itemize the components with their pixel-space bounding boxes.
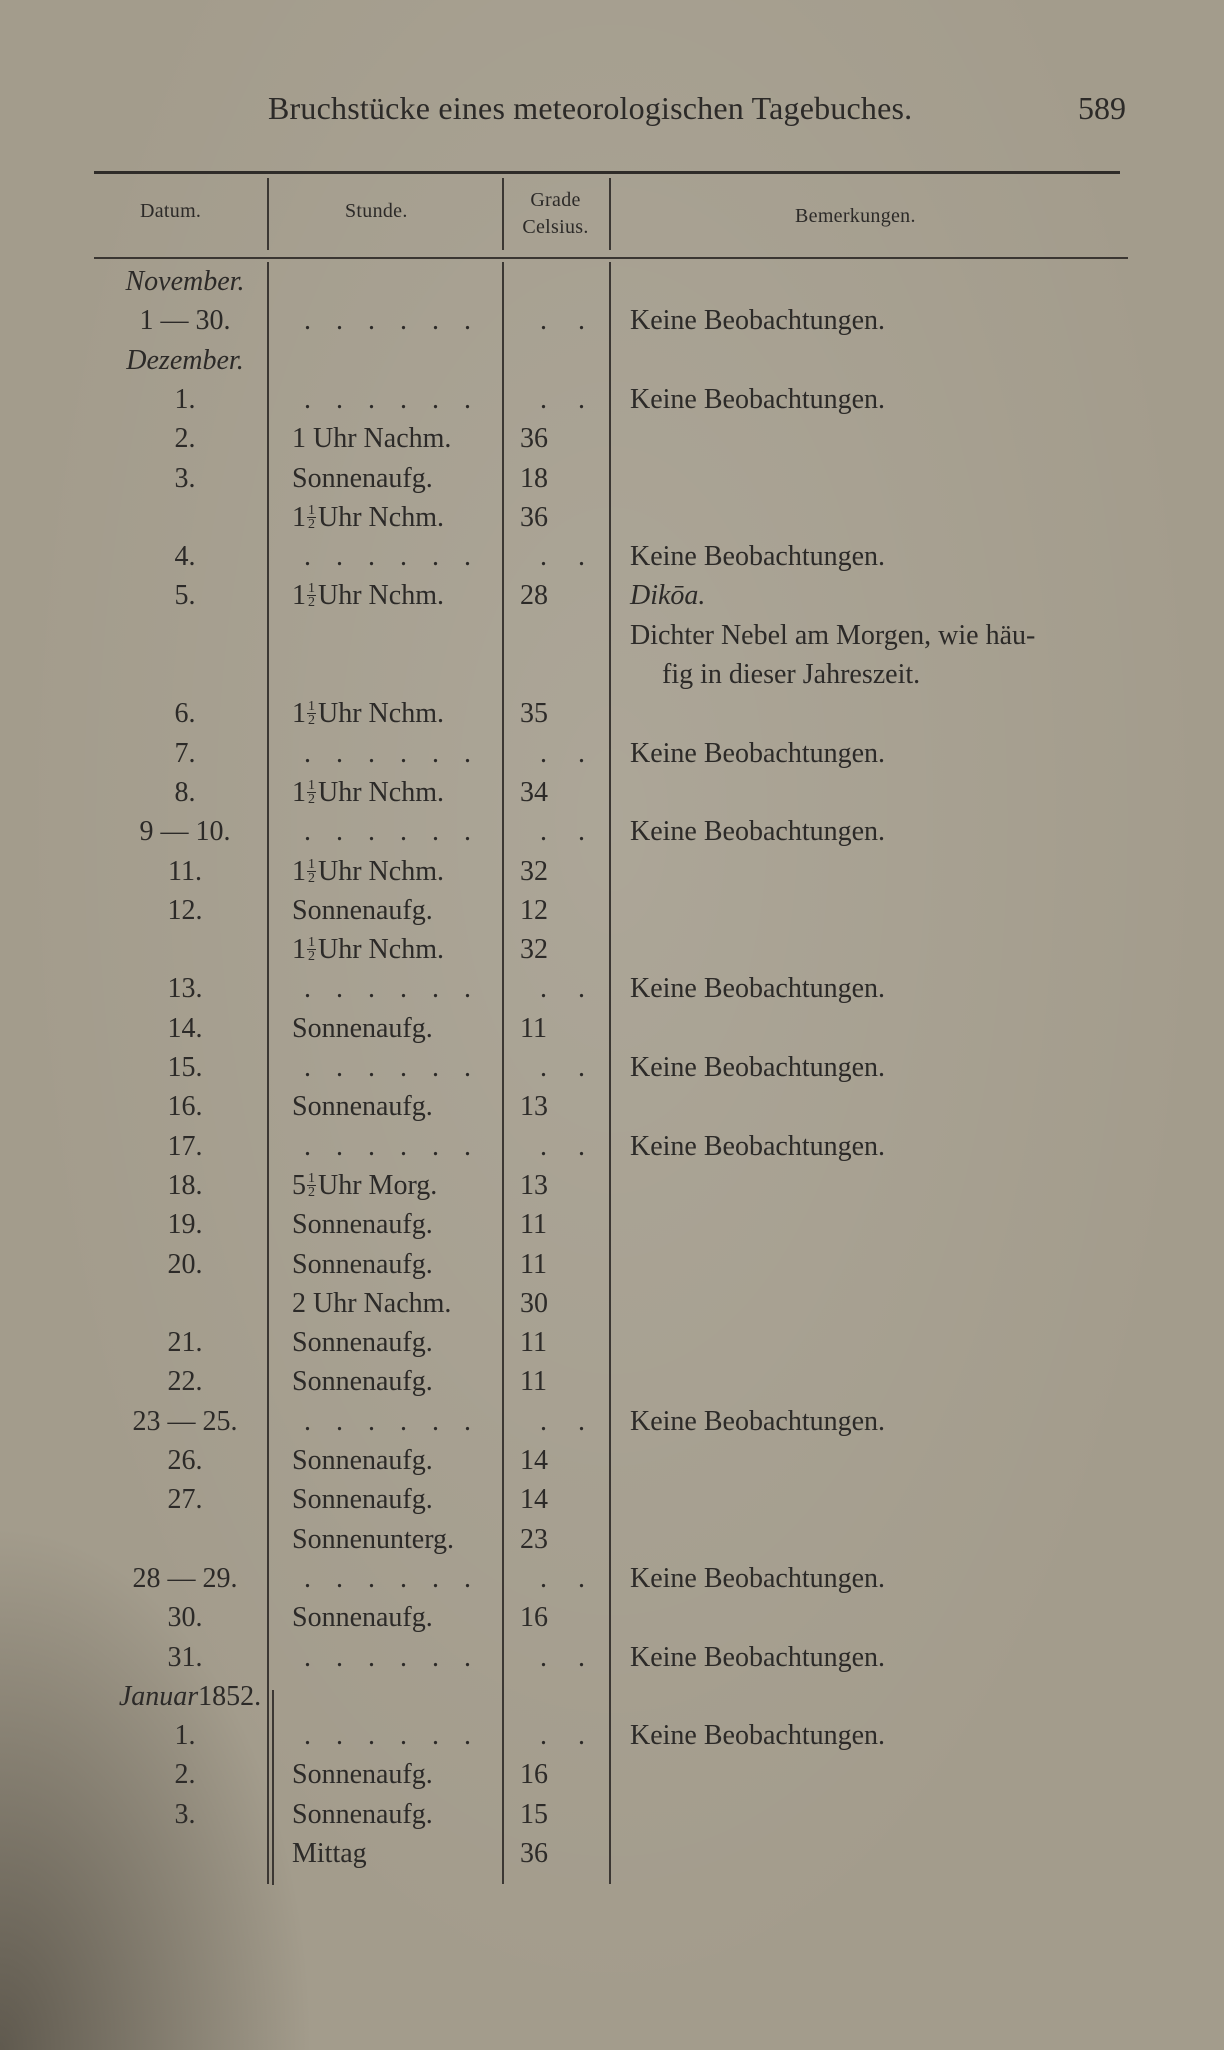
table-row [0, 1052, 1224, 1091]
table-row [0, 1131, 1224, 1170]
hour-fraction [307, 779, 316, 806]
degrees-cell: 34 [520, 776, 548, 808]
table-row [0, 580, 1224, 619]
hour-leader-dots: . . . . . . [304, 973, 480, 1005]
date-cell: 5. [174, 580, 196, 612]
fraction-denominator: 2 [308, 516, 315, 532]
date-cell: 21. [167, 1327, 203, 1359]
table-row [0, 816, 1224, 855]
column-header-grade-line1: Grade [530, 189, 581, 211]
fraction-denominator: 2 [308, 1184, 315, 1200]
table-row [0, 659, 1224, 698]
hour-cell: Sonnenaufg. [292, 1602, 433, 1634]
month-heading-row [0, 266, 1224, 305]
month-heading [95, 345, 275, 377]
fraction-denominator: 2 [308, 595, 315, 611]
table-row [0, 1249, 1224, 1288]
hour-cell [292, 580, 444, 612]
fraction-numerator: 1 [308, 1170, 315, 1186]
date-cell: 11. [168, 855, 202, 887]
table-row [0, 541, 1224, 580]
hour-leader-dots: . . . . . . [304, 1052, 480, 1083]
table-row [0, 856, 1224, 895]
column-header-bemerkungen: Bemerkungen. [795, 205, 916, 227]
hour-whole: 1 [292, 580, 306, 612]
remark-cell: Keine Beobachtungen. [630, 1052, 886, 1083]
table-row [0, 1799, 1224, 1838]
hour-whole: 1 [292, 501, 306, 533]
column-divider [267, 262, 269, 1884]
degrees-cell: 11 [520, 1327, 547, 1359]
column-divider [502, 262, 504, 1884]
hour-whole: 1 [292, 855, 306, 887]
running-head-title: Bruchstücke eines meteorologischen Tagebuches. [268, 90, 913, 126]
table-row [0, 1524, 1224, 1563]
date-cell: 19. [167, 1209, 203, 1241]
remark-cell: Keine Beobachtungen. [630, 1720, 886, 1752]
hour-cell: Sonnenaufg. [292, 1012, 433, 1044]
column-divider [267, 178, 269, 250]
date-cell: 3. [174, 1798, 196, 1830]
hour-text: Uhr Nchm. [318, 501, 444, 533]
remark-cell: Keine Beobachtungen. [630, 541, 886, 573]
degrees-cell: 12 [520, 894, 548, 926]
hour-cell: Sonnenaufg. [292, 1327, 433, 1359]
degrees-leader-dots: . . [540, 1720, 597, 1752]
hour-cell: 1 Uhr Nachm. [292, 423, 452, 455]
hour-leader-dots: . . . . . . [304, 737, 480, 769]
table-row [0, 305, 1224, 344]
table-row [0, 502, 1224, 541]
degrees-cell: 14 [520, 1445, 548, 1476]
column-divider [272, 1690, 274, 1885]
date-cell: 13. [167, 973, 203, 1005]
fraction-numerator: 1 [308, 502, 315, 518]
fraction-numerator: 1 [308, 856, 315, 872]
date-cell: 20. [167, 1248, 203, 1280]
month-heading [95, 1681, 285, 1713]
fraction-denominator: 2 [308, 713, 315, 729]
degrees-cell: 11 [520, 1366, 547, 1398]
degrees-cell: 32 [520, 855, 548, 887]
hour-whole: 1 [292, 934, 306, 966]
date-cell: 1. [174, 1720, 196, 1752]
degrees-cell: 30 [520, 1287, 548, 1319]
fraction-denominator: 2 [308, 870, 315, 886]
degrees-leader-dots: . . [540, 541, 597, 573]
degrees-leader-dots: . . [540, 383, 597, 415]
hour-cell: Sonnenaufg. [292, 462, 433, 494]
date-cell: 16. [167, 1091, 203, 1123]
degrees-cell: 11 [520, 1012, 547, 1044]
hour-text: Uhr Nchm. [318, 698, 444, 730]
date-cell: 15. [167, 1052, 203, 1083]
table-row [0, 620, 1224, 659]
page-number: 589 [1078, 90, 1126, 126]
table-row [0, 1484, 1224, 1523]
table-row [0, 1445, 1224, 1484]
hour-text: Uhr Nchm. [318, 776, 444, 808]
hour-fraction [307, 700, 316, 727]
degrees-cell: 11 [520, 1209, 547, 1241]
hour-cell [292, 777, 444, 809]
hour-whole: 5 [292, 1169, 306, 1201]
table-row [0, 1170, 1224, 1209]
hour-whole: 1 [292, 698, 306, 730]
month-name: Dezember. [126, 344, 244, 376]
hour-cell [292, 698, 444, 730]
table-row [0, 1366, 1224, 1405]
degrees-cell: 36 [520, 501, 548, 533]
hour-cell [292, 856, 444, 888]
table-row [0, 934, 1224, 973]
hour-leader-dots: . . . . . . [304, 1720, 480, 1752]
month-heading-row [0, 1681, 1224, 1720]
degrees-leader-dots: . . [540, 816, 597, 848]
date-cell: 28 — 29. [132, 1562, 238, 1594]
month-name: Januar [118, 1680, 199, 1712]
table-row [0, 384, 1224, 423]
table-row [0, 1013, 1224, 1052]
column-header-stunde: Stunde. [345, 200, 408, 222]
month-year: 1852. [198, 1680, 262, 1712]
degrees-cell: 18 [520, 462, 548, 494]
degrees-leader-dots: . . [540, 1405, 597, 1437]
hour-cell: Sonnenaufg. [292, 1759, 433, 1791]
date-cell: 18. [167, 1169, 203, 1201]
degrees-cell: 13 [520, 1169, 548, 1201]
table-row [0, 1288, 1224, 1327]
table-row [0, 698, 1224, 737]
hour-leader-dots: . . . . . . [304, 1405, 480, 1437]
hour-leader-dots: . . . . . . [304, 1641, 480, 1673]
date-cell: 12. [167, 894, 203, 926]
remark-cell: Keine Beobachtungen. [630, 383, 886, 415]
date-cell: 6. [174, 698, 196, 730]
hour-cell: Mittag [292, 1838, 367, 1869]
table-row [0, 895, 1224, 934]
remark-cell: Keine Beobachtungen. [630, 816, 886, 848]
degrees-leader-dots: . . [540, 1052, 597, 1083]
degrees-leader-dots: . . [540, 305, 597, 337]
table-row [0, 1406, 1224, 1445]
date-cell: 2. [174, 1759, 196, 1791]
table-top-rule [94, 171, 1120, 174]
date-cell: 7. [174, 737, 196, 769]
hour-leader-dots: . . . . . . [304, 383, 480, 415]
date-cell: 8. [174, 776, 196, 808]
date-cell: 1. [174, 383, 196, 415]
hour-whole: 1 [292, 776, 306, 808]
hour-cell: Sonnenaufg. [292, 1248, 433, 1280]
remark-cell: Keine Beobachtungen. [630, 305, 886, 337]
hour-leader-dots: . . . . . . [304, 305, 480, 337]
table-row [0, 777, 1224, 816]
hour-cell [292, 934, 444, 966]
hour-leader-dots: . . . . . . [304, 541, 480, 573]
date-cell: 2. [174, 423, 196, 455]
remark-cell: Keine Beobachtungen. [630, 737, 886, 769]
degrees-leader-dots: . . [540, 1562, 597, 1594]
hour-cell: Sonnenaufg. [292, 1366, 433, 1398]
column-divider [502, 178, 504, 250]
date-cell: 14. [167, 1012, 203, 1044]
degrees-leader-dots: . . [540, 1130, 597, 1162]
table-header-rule [94, 257, 1128, 259]
degrees-leader-dots: . . [540, 737, 597, 769]
column-divider [609, 178, 611, 250]
degrees-cell: 35 [520, 698, 548, 730]
table-row [0, 738, 1224, 777]
degrees-cell: 28 [520, 580, 548, 612]
fraction-numerator: 1 [308, 777, 315, 793]
hour-cell: Sonnenaufg. [292, 1209, 433, 1241]
fraction-denominator: 2 [308, 791, 315, 807]
fraction-numerator: 1 [308, 699, 315, 715]
date-cell: 30. [167, 1602, 203, 1634]
fraction-denominator: 2 [308, 949, 315, 965]
hour-cell: Sonnenaufg. [292, 1091, 433, 1123]
hour-fraction [307, 858, 316, 885]
column-header-datum: Datum. [140, 200, 202, 222]
hour-fraction [307, 504, 316, 531]
date-cell: 23 — 25. [132, 1405, 238, 1437]
date-cell: 4. [174, 541, 196, 573]
hour-cell: Sonnenaufg. [292, 1484, 433, 1516]
remark-cell: fig in dieser Jahreszeit. [662, 659, 921, 690]
remark-cell: Keine Beobachtungen. [630, 973, 886, 1005]
table-row [0, 1563, 1224, 1602]
remark-cell: Keine Beobachtungen. [630, 1130, 886, 1162]
column-divider [609, 262, 611, 1884]
hour-fraction [307, 936, 316, 963]
table-row [0, 973, 1224, 1012]
hour-cell: Sonnenunterg. [292, 1523, 455, 1555]
month-name: November. [125, 266, 245, 297]
table-row [0, 1759, 1224, 1798]
table-row [0, 1091, 1224, 1130]
table-row [0, 1838, 1224, 1877]
degrees-cell: 16 [520, 1602, 548, 1634]
month-heading [95, 266, 275, 298]
column-header-grade-line2: Celsius. [522, 216, 589, 238]
table-row [0, 1642, 1224, 1681]
degrees-cell: 13 [520, 1091, 548, 1123]
hour-cell [292, 1170, 437, 1202]
hour-text: Uhr Nchm. [318, 934, 444, 966]
hour-fraction [307, 1172, 316, 1199]
degrees-cell: 15 [520, 1798, 548, 1830]
hour-cell: Sonnenaufg. [292, 1445, 433, 1476]
hour-cell: 2 Uhr Nachm. [292, 1287, 452, 1319]
date-cell: 1 — 30. [139, 305, 231, 337]
degrees-cell: 23 [520, 1523, 548, 1555]
remark-cell: Keine Beobachtungen. [630, 1405, 886, 1437]
remark-cell: Keine Beobachtungen. [630, 1641, 886, 1673]
date-cell: 9 — 10. [139, 816, 231, 848]
table-row [0, 1209, 1224, 1248]
table-row [0, 463, 1224, 502]
degrees-cell: 36 [520, 1838, 548, 1869]
date-cell: 17. [167, 1130, 203, 1162]
degrees-cell: 36 [520, 423, 548, 455]
remark-cell: Dichter Nebel am Morgen, wie häu- [630, 619, 1036, 651]
hour-cell [292, 502, 444, 534]
hour-fraction [307, 582, 316, 609]
degrees-leader-dots: . . [540, 1641, 597, 1673]
hour-leader-dots: . . . . . . [304, 816, 480, 848]
date-cell: 31. [167, 1641, 203, 1673]
table-row [0, 1602, 1224, 1641]
degrees-cell: 32 [520, 934, 548, 966]
date-cell: 26. [167, 1445, 203, 1476]
table-row [0, 423, 1224, 462]
fraction-numerator: 1 [308, 935, 315, 951]
month-heading-row [0, 345, 1224, 384]
hour-text: Uhr Morg. [318, 1169, 438, 1201]
table-row [0, 1327, 1224, 1366]
hour-leader-dots: . . . . . . [304, 1130, 480, 1162]
hour-text: Uhr Nchm. [318, 855, 444, 887]
remark-cell: Keine Beobachtungen. [630, 1562, 886, 1594]
hour-cell: Sonnenaufg. [292, 1798, 433, 1830]
degrees-cell: 11 [520, 1248, 547, 1280]
column-header-grade-celsius [503, 187, 608, 241]
degrees-cell: 14 [520, 1484, 548, 1516]
degrees-leader-dots: . . [540, 973, 597, 1005]
date-cell: 22. [167, 1366, 203, 1398]
place-name: Dikōa. [630, 580, 706, 612]
date-cell: 3. [174, 462, 196, 494]
hour-leader-dots: . . . . . . [304, 1562, 480, 1594]
date-cell: 27. [167, 1484, 203, 1516]
table-row [0, 1720, 1224, 1759]
hour-cell: Sonnenaufg. [292, 894, 433, 926]
hour-text: Uhr Nchm. [318, 580, 444, 612]
fraction-numerator: 1 [308, 581, 315, 597]
degrees-cell: 16 [520, 1759, 548, 1791]
